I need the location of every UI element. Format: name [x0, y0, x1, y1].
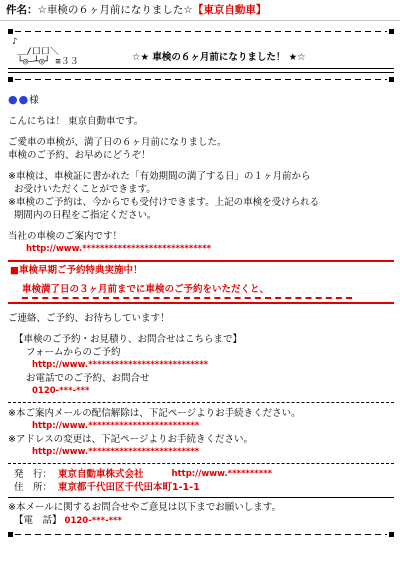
guide-link[interactable]: http://www.*****************************	[26, 244, 212, 254]
subject-bar	[0, 0, 400, 21]
address-change-note: ※アドレスの変更は、下記ページよりお手続きください。	[8, 434, 253, 445]
unsubscribe-note: ※本ご案内メールの配信解除は、下記ページよりお手続きください。	[8, 408, 301, 419]
note-1b: お受けいただくことができます。	[8, 184, 156, 195]
solid-separator	[8, 497, 394, 498]
note-1a: ※車検は、車検証に書かれた「有効期間の満了する日」の１ヶ月前から	[8, 171, 311, 182]
form-link[interactable]: http://www.***************************	[32, 360, 209, 370]
tel-row	[14, 514, 394, 528]
campaign-heading: ■車検早期ご予約特典実施中！	[10, 265, 143, 276]
phone-label: お電話でのご予約、お問合せ	[26, 373, 150, 384]
address-change-link[interactable]: http://www.*************************	[32, 447, 200, 457]
unsubscribe-link[interactable]: http://www.*************************	[32, 421, 200, 431]
square-separator	[8, 26, 394, 36]
hello-line: こんにちは！ 東京自動車です。	[8, 116, 144, 127]
tel-number[interactable]: 0120-***-***	[64, 516, 122, 526]
tel-label: 【電 話】	[14, 515, 62, 526]
guide-title: 当社の車検のご案内です！	[8, 231, 123, 242]
subject-brand: 【東京自動車】	[192, 3, 267, 16]
dashed-separator	[8, 402, 394, 403]
await-line: ご連絡、ご予約、お待ちしています！	[8, 313, 170, 324]
mail-body	[0, 21, 400, 539]
recipient-greeting	[8, 93, 394, 107]
intro-line-2: 車検のご予約、お早めにどうぞ！	[8, 150, 151, 161]
banner	[12, 37, 394, 67]
note-2b: 期間内の日程をご指定ください。	[8, 210, 157, 221]
note-2a: ※車検のご予約は、今からでも受付けできます。上記の車検を受けられる	[8, 197, 320, 208]
square-separator	[8, 529, 394, 539]
subject-text: ☆車検の６ヶ月前になりました☆	[37, 3, 193, 16]
inquiry-note: ※本メールに関するお問合せやご意見は以下までお願いします。	[8, 502, 282, 513]
campaign-box	[8, 260, 394, 304]
issuer-label: 発 行：	[13, 469, 52, 480]
subject-label: 件名：	[6, 3, 38, 16]
banner-title: ☆★ 車検の６ヶ月前になりました！ ★☆	[132, 52, 306, 63]
form-label: フォームからのご予約	[26, 347, 121, 358]
issuer-link[interactable]: http://www.**********	[171, 469, 273, 479]
address-value: 東京都千代田区千代田本町1-1-1	[58, 482, 200, 493]
recipient-name-mask: ●●	[8, 93, 30, 106]
contact-box-title: 【車検のご予約・お見積り、お問合せはこちらまで】	[14, 334, 243, 345]
issuer-name: 東京自動車株式会社	[58, 469, 144, 480]
phone-number[interactable]: 0120-***-***	[32, 386, 90, 396]
address-row	[8, 481, 394, 494]
dashed-separator	[8, 463, 394, 464]
issuer-row	[8, 468, 394, 481]
address-label: 住 所：	[13, 482, 52, 493]
honorific: 様	[29, 95, 39, 106]
car-ascii-art: ♪ ＿/口口＼ └◎―┴◎┘ ≡３３	[12, 37, 79, 67]
intro-line-1: ご愛車の車検が、満了日の６ヶ月前になりました。	[8, 137, 227, 148]
square-separator	[8, 74, 394, 84]
double-rule	[8, 68, 394, 73]
campaign-body: 車検満了日の３ヶ月前までに車検のご予約をいただくと、	[22, 283, 352, 299]
